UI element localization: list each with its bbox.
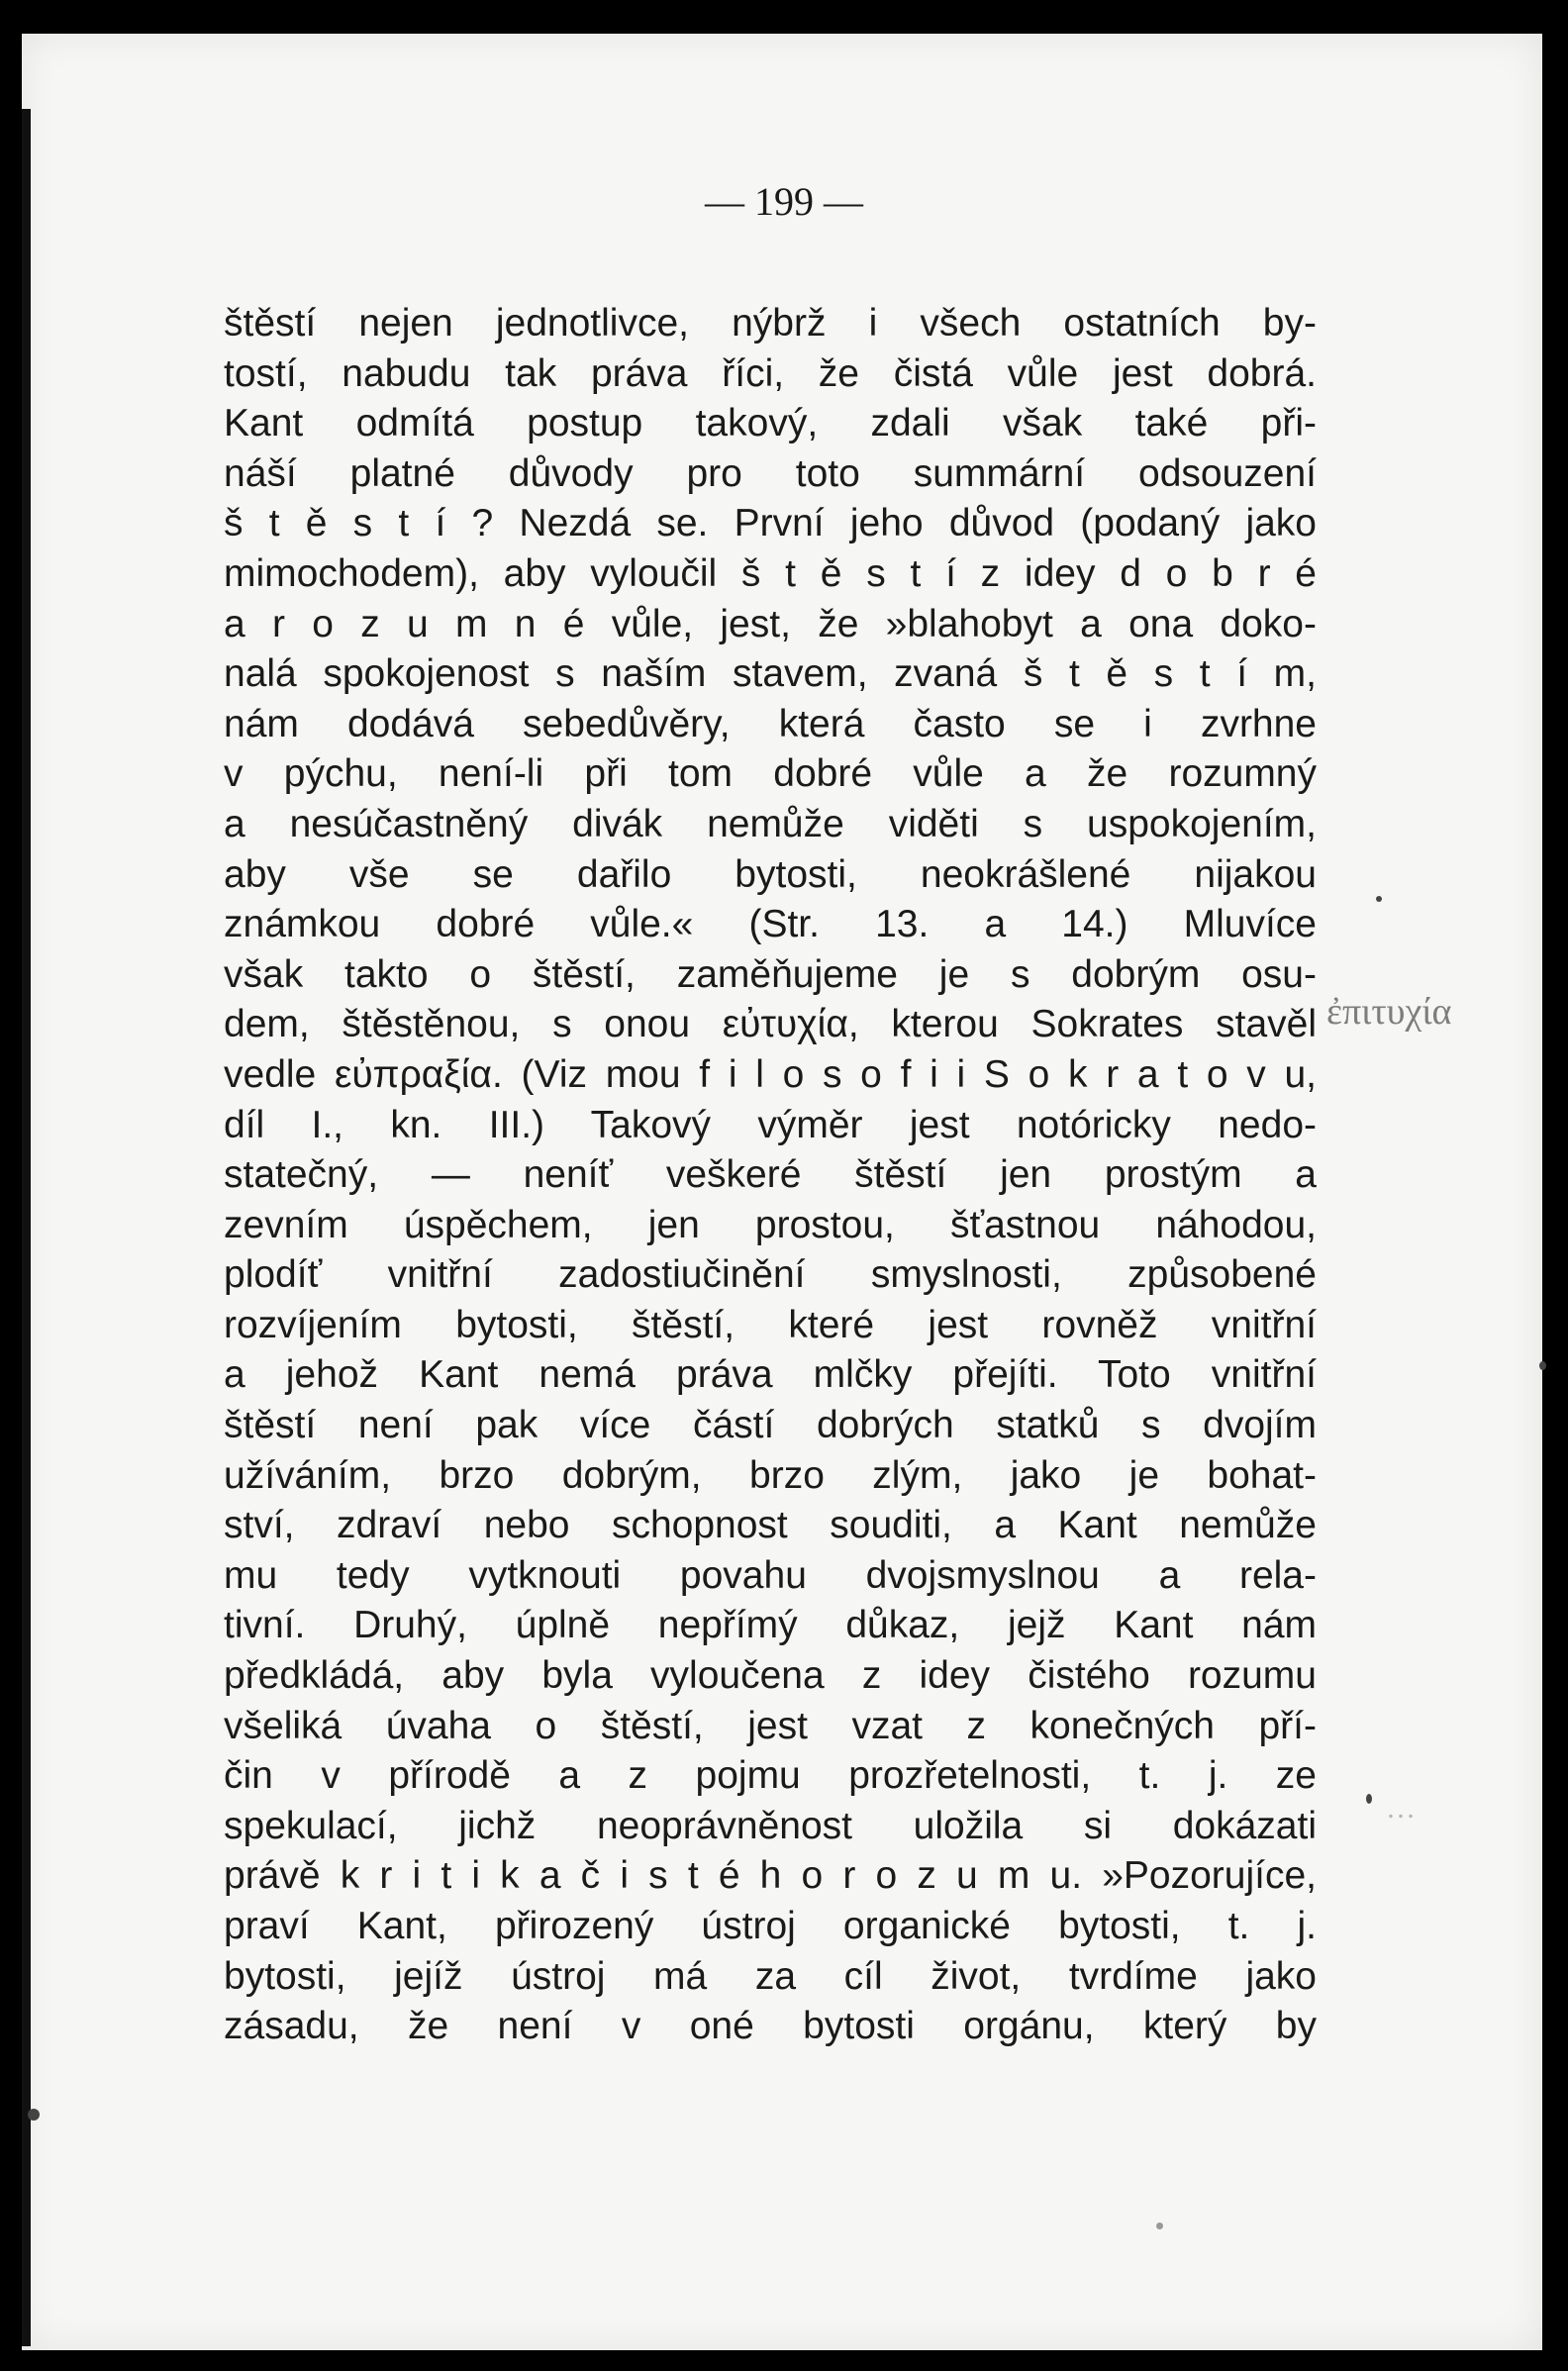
text-line: a r o z u m n é vůle, jest, že »blahobyt a ona doko- xyxy=(224,602,1317,645)
text-line: všeliká úvaha o štěstí, jest vzat z konečných pří- xyxy=(224,1704,1317,1747)
text-line: náší platné důvody pro toto summární odsouzení xyxy=(224,451,1317,495)
text-line: štěstí není pak více částí dobrých statků s dvojím xyxy=(224,1404,1317,1447)
page-speck xyxy=(1156,2223,1163,2229)
text-line: nalá spokojenost s naším stavem, zvaná š t ě s t í m, xyxy=(224,652,1317,696)
text-line: nám dodává sebedůvěry, která často se i zvrhne xyxy=(224,702,1317,745)
text-line: ství, zdraví nebo schopnost souditi, a Kant nemůže xyxy=(224,1504,1317,1547)
text-line: tivní. Druhý, úplně nepřímý důkaz, jejž Kant nám xyxy=(224,1604,1317,1647)
text-line: zásadu, že není v oné bytosti orgánu, který by xyxy=(224,2005,1317,2048)
text-line: předkládá, aby byla vyloučena z idey čistého rozumu xyxy=(224,1654,1317,1698)
text-line: štěstí nejen jednotlivce, nýbrž i všech ostatních by- xyxy=(224,302,1317,345)
text-line: statečný, — neníť veškeré štěstí jen prostým a xyxy=(224,1153,1317,1197)
text-line: dem, štěstěnou, s onou εὐτυχία, kterou Sokrates stavěl xyxy=(224,1003,1317,1046)
binding-edge xyxy=(22,109,31,2346)
page-speck xyxy=(1376,896,1382,902)
margin-annotation: ἐπιτυχία xyxy=(1326,991,1452,1033)
text-line: v pýchu, není-li při tom dobré vůle a že rozumný xyxy=(224,752,1317,796)
text-line: čin v přírodě a z pojmu prozřetelnosti, t. j. ze xyxy=(224,1754,1317,1798)
text-line: praví Kant, přirozený ústroj organické bytosti, t. j. xyxy=(224,1905,1317,1947)
text-line: díl I., kn. III.) Takový výměr jest notóricky nedo- xyxy=(224,1103,1317,1146)
page-speck xyxy=(1366,1794,1372,1804)
text-line: mu tedy vytknouti povahu dvojsmyslnou a rela- xyxy=(224,1553,1317,1597)
text-line: plodíť vnitřní zadostiučinění smyslnosti, způsobené xyxy=(224,1253,1317,1297)
margin-annotation: … xyxy=(1386,1792,1416,1825)
text-line: bytosti, jejíž ústroj má za cíl život, tvrdíme jako xyxy=(224,1954,1317,1998)
text-line: a jehož Kant nemá práva mlčky přejíti. Toto vnitřní xyxy=(224,1353,1317,1397)
text-line: právě k r i t i k a č i s t é h o r o z u m u. »Pozorujíce, xyxy=(224,1854,1317,1898)
text-line: vedle εὐπραξία. (Viz mou f i l o s o f i i S o k r a t o v u, xyxy=(224,1052,1317,1096)
text-line: zevním úspěchem, jen prostou, šťastnou náhodou, xyxy=(224,1203,1317,1246)
text-line: spekulací, jichž neoprávněnost uložila si dokázati xyxy=(224,1804,1317,1847)
text-line: tostí, nabudu tak práva říci, že čistá vůle jest dobrá. xyxy=(224,351,1317,395)
text-line: a nesúčastněný divák nemůže viděti s uspokojením, xyxy=(224,802,1317,845)
page-number: — 199 — xyxy=(705,179,863,224)
page-speck xyxy=(28,2109,40,2121)
text-line: Kant odmítá postup takový, zdali však také při- xyxy=(224,402,1317,445)
page-speck xyxy=(1539,1361,1546,1370)
text-line: užíváním, brzo dobrým, brzo zlým, jako je bohat- xyxy=(224,1453,1317,1497)
text-line: mimochodem), aby vyloučil š t ě s t í z idey d o b r é xyxy=(224,551,1317,595)
text-line: š t ě s t í ? Nezdá se. První jeho důvod (podaný jako xyxy=(224,502,1317,545)
text-line: však takto o štěstí, zaměňujeme je s dobrým osu- xyxy=(224,952,1317,996)
text-line: známkou dobré vůle.« (Str. 13. a 14.) Mluvíce xyxy=(224,903,1317,946)
body-text xyxy=(224,299,1317,2052)
text-line: aby vše se dařilo bytosti, neokrášlené nijakou xyxy=(224,852,1317,896)
text-line: rozvíjením bytosti, štěstí, které jest rovněž vnitřní xyxy=(224,1303,1317,1346)
